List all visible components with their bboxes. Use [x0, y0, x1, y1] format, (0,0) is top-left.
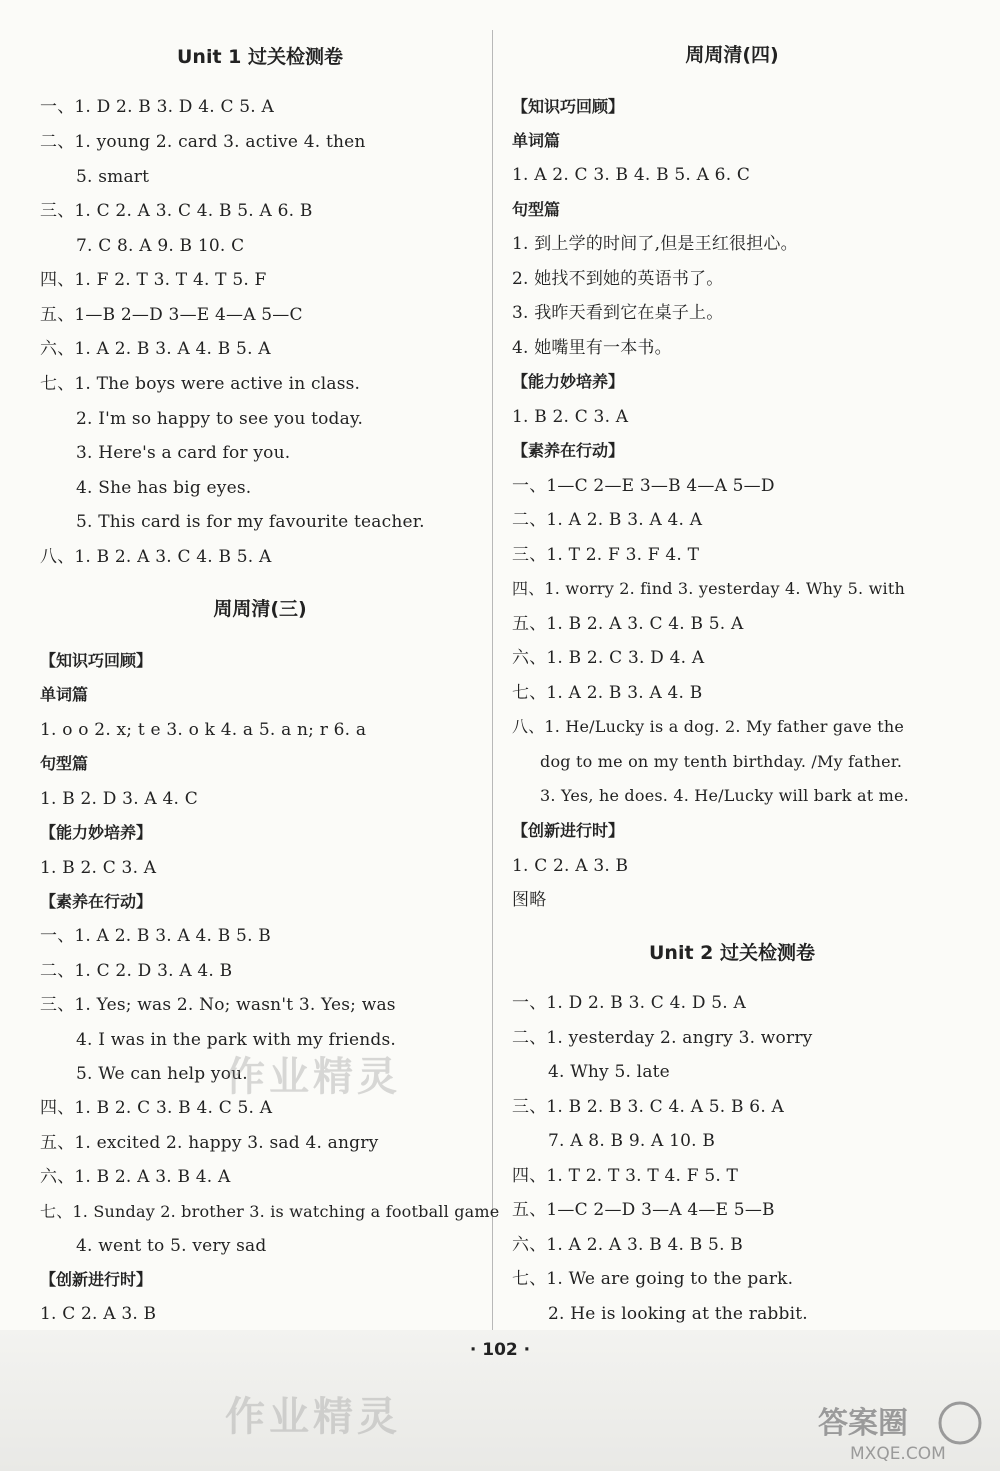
week4-line: 1. 到上学的时间了,但是王红很担心。: [512, 234, 798, 254]
section-label: 句型篇: [512, 200, 561, 219]
unit2-line: 三、1. B 2. B 3. C 4. A 5. B 6. A: [512, 1097, 784, 1117]
unit1-line: 5. smart: [76, 167, 150, 187]
week4-line: 3. Yes, he does. 4. He/Lucky will bark at me.: [540, 786, 909, 805]
unit2-line: 四、1. T 2. T 3. T 4. F 5. T: [512, 1166, 739, 1186]
week3-line: 七、1. Sunday 2. brother 3. is watching a football game: [40, 1202, 500, 1221]
week3-title: 周周清(三): [213, 598, 307, 620]
unit1-line: 4. She has big eyes.: [76, 478, 252, 498]
week4-line: 四、1. worry 2. find 3. yesterday 4. Why 5. with: [512, 579, 905, 598]
unit2-line: 七、1. We are going to the park.: [512, 1269, 794, 1289]
week3-line: 1. o o 2. x; t e 3. o k 4. a 5. a n; r 6. a: [40, 720, 367, 740]
section-label: 【创新进行时】: [40, 1270, 153, 1289]
unit1-line: 一、1. D 2. B 3. D 4. C 5. A: [40, 97, 274, 117]
week4-line: 六、1. B 2. C 3. D 4. A: [512, 648, 705, 668]
week4-line: 七、1. A 2. B 3. A 4. B: [512, 683, 703, 703]
week4-line: 八、1. He/Lucky is a dog. 2. My father gave the: [512, 717, 905, 736]
section-label: 单词篇: [512, 131, 561, 150]
section-label: 【知识巧回顾】: [40, 651, 153, 670]
unit1-line: 二、1. young 2. card 3. active 4. then: [40, 132, 366, 152]
unit1-line: 3. Here's a card for you.: [76, 443, 291, 463]
week4-line: 1. C 2. A 3. B: [512, 856, 629, 876]
unit1-line: 三、1. C 2. A 3. C 4. B 5. A 6. B: [40, 201, 313, 221]
logo-url: MXQE.COM: [850, 1444, 946, 1464]
page-number: · 102 ·: [469, 1340, 531, 1360]
unit1-line: 七、1. The boys were active in class.: [40, 374, 361, 394]
section-label: 【创新进行时】: [512, 821, 625, 840]
week3-line: 三、1. Yes; was 2. No; wasn't 3. Yes; was: [40, 995, 396, 1015]
unit2-line: 2. He is looking at the rabbit.: [548, 1304, 808, 1324]
week3-line: 一、1. A 2. B 3. A 4. B 5. B: [40, 926, 271, 946]
week3-line: 1. C 2. A 3. B: [40, 1304, 157, 1324]
section-label: 单词篇: [40, 685, 89, 704]
week4-line: 五、1. B 2. A 3. C 4. B 5. A: [512, 614, 744, 634]
unit2-line: 一、1. D 2. B 3. C 4. D 5. A: [512, 993, 746, 1013]
site-logo: [810, 1395, 990, 1465]
unit1-line: 5. This card is for my favourite teacher.: [76, 512, 425, 532]
week4-line: 三、1. T 2. F 3. F 4. T: [512, 545, 700, 565]
week3-line: 二、1. C 2. D 3. A 4. B: [40, 961, 233, 981]
watermark: 作业精灵: [225, 1054, 401, 1100]
week4-line: 2. 她找不到她的英语书了。: [512, 269, 724, 289]
week3-line: 4. went to 5. very sad: [76, 1236, 267, 1256]
week4-line: 图略: [512, 890, 547, 910]
unit2-title: Unit 2 过关检测卷: [649, 942, 815, 964]
week3-line: 六、1. B 2. A 3. B 4. A: [40, 1167, 231, 1187]
logo-text: 答案圈: [818, 1406, 908, 1441]
week3-line: 4. I was in the park with my friends.: [76, 1030, 397, 1050]
week4-title: 周周清(四): [685, 44, 779, 66]
week3-line: 四、1. B 2. C 3. B 4. C 5. A: [40, 1098, 273, 1118]
section-label: 【能力妙培养】: [40, 823, 153, 842]
week3-line: 五、1. excited 2. happy 3. sad 4. angry: [40, 1133, 379, 1153]
unit1-title: Unit 1 过关检测卷: [177, 46, 343, 68]
unit1-line: 八、1. B 2. A 3. C 4. B 5. A: [40, 547, 272, 567]
week4-line: 1. B 2. C 3. A: [512, 407, 629, 427]
week4-line: 二、1. A 2. B 3. A 4. A: [512, 510, 703, 530]
week3-line: 1. B 2. C 3. A: [40, 858, 157, 878]
column-divider: [492, 30, 493, 1330]
unit2-line: 六、1. A 2. A 3. B 4. B 5. B: [512, 1235, 743, 1255]
unit1-line: 六、1. A 2. B 3. A 4. B 5. A: [40, 339, 271, 359]
section-label: 【能力妙培养】: [512, 372, 625, 391]
unit2-line: 二、1. yesterday 2. angry 3. worry: [512, 1028, 813, 1048]
unit2-line: 7. A 8. B 9. A 10. B: [548, 1131, 716, 1151]
week4-line: 一、1—C 2—E 3—B 4—A 5—D: [512, 476, 775, 496]
unit1-line: 四、1. F 2. T 3. T 4. T 5. F: [40, 270, 267, 290]
unit2-line: 五、1—C 2—D 3—A 4—E 5—B: [512, 1200, 775, 1220]
week4-line: 4. 她嘴里有一本书。: [512, 338, 672, 358]
section-label: 句型篇: [40, 754, 89, 773]
week3-line: 1. B 2. D 3. A 4. C: [40, 789, 198, 809]
section-label: 【知识巧回顾】: [512, 97, 625, 116]
week4-line: dog to me on my tenth birthday. /My father.: [540, 752, 903, 771]
week3-line: 5. We can help you.: [76, 1064, 248, 1084]
logo-circle-icon: [940, 1403, 980, 1443]
unit1-line: 7. C 8. A 9. B 10. C: [76, 236, 245, 256]
watermark: 作业精灵: [225, 1394, 401, 1440]
unit2-line: 4. Why 5. late: [548, 1062, 670, 1082]
week4-line: 3. 我昨天看到它在桌子上。: [512, 303, 724, 323]
section-label: 【素养在行动】: [512, 441, 625, 460]
unit1-line: 五、1—B 2—D 3—E 4—A 5—C: [40, 305, 303, 325]
week4-line: 1. A 2. C 3. B 4. B 5. A 6. C: [512, 165, 751, 185]
unit1-line: 2. I'm so happy to see you today.: [76, 409, 364, 429]
section-label: 【素养在行动】: [40, 892, 153, 911]
